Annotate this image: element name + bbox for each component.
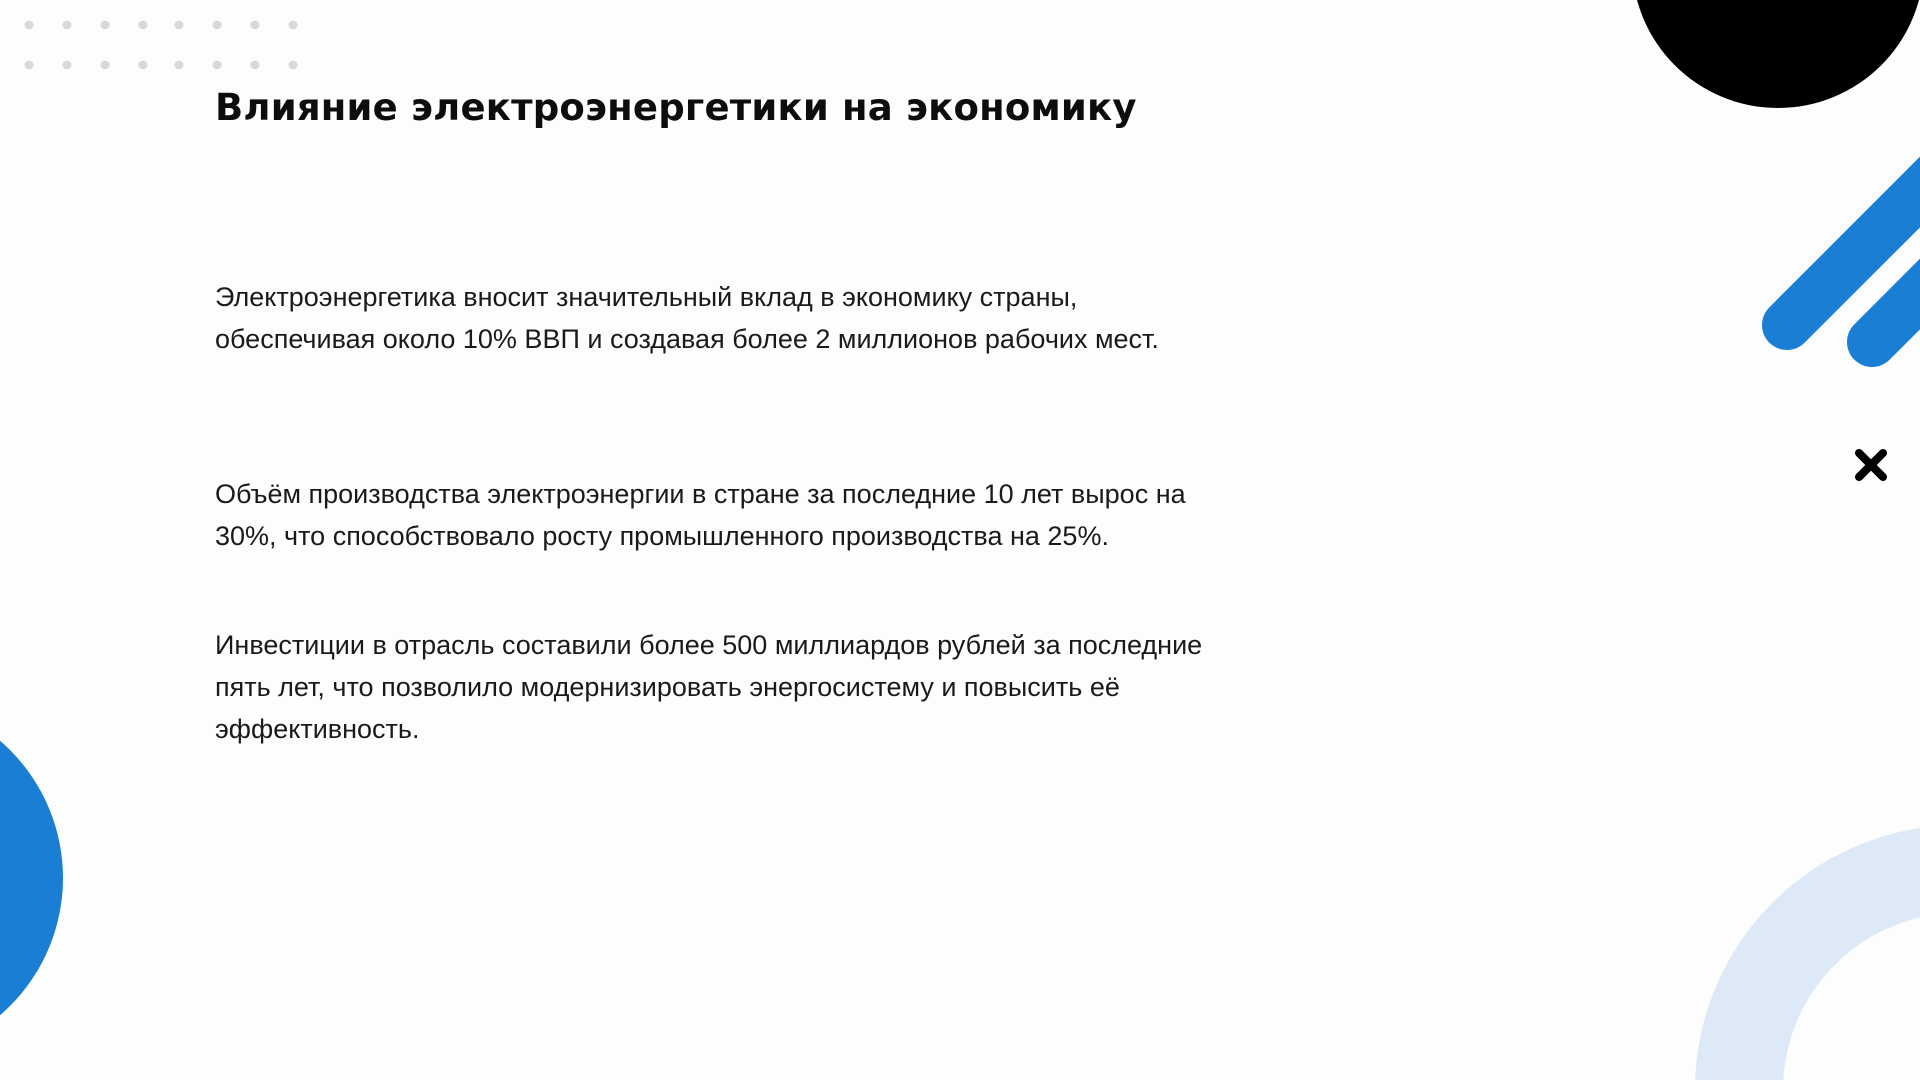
paragraph-production-growth: Объём производства электроэнергии в стране за последние 10 лет вырос на 30%, что способствовало росту промышленного производства на 25%. <box>215 479 1186 551</box>
close-icon <box>1853 447 1889 483</box>
dot-grid-icon <box>24 19 304 79</box>
blue-stripe-icon <box>1872 244 1920 342</box>
paragraph-investments: Инвестиции в отрасль составили более 500 миллиардов рублей за последние пять лет, что позволило модернизировать энергосистему и повысить её эффективность. <box>215 630 1203 744</box>
slide-title: Влияние электроэнергетики на экономику <box>215 86 1137 129</box>
paragraph-gdp-contribution: Электроэнергетика вносит значительный вклад в экономику страны, обеспечивая около 10% ВВП и создавая более 2 миллионов рабочих мест. <box>215 282 1159 354</box>
blue-stripe-icon <box>1787 162 1920 325</box>
light-blue-arc-icon <box>1739 869 1920 1080</box>
blue-half-circle-icon <box>0 697 63 1059</box>
black-circle-icon <box>1632 0 1920 108</box>
